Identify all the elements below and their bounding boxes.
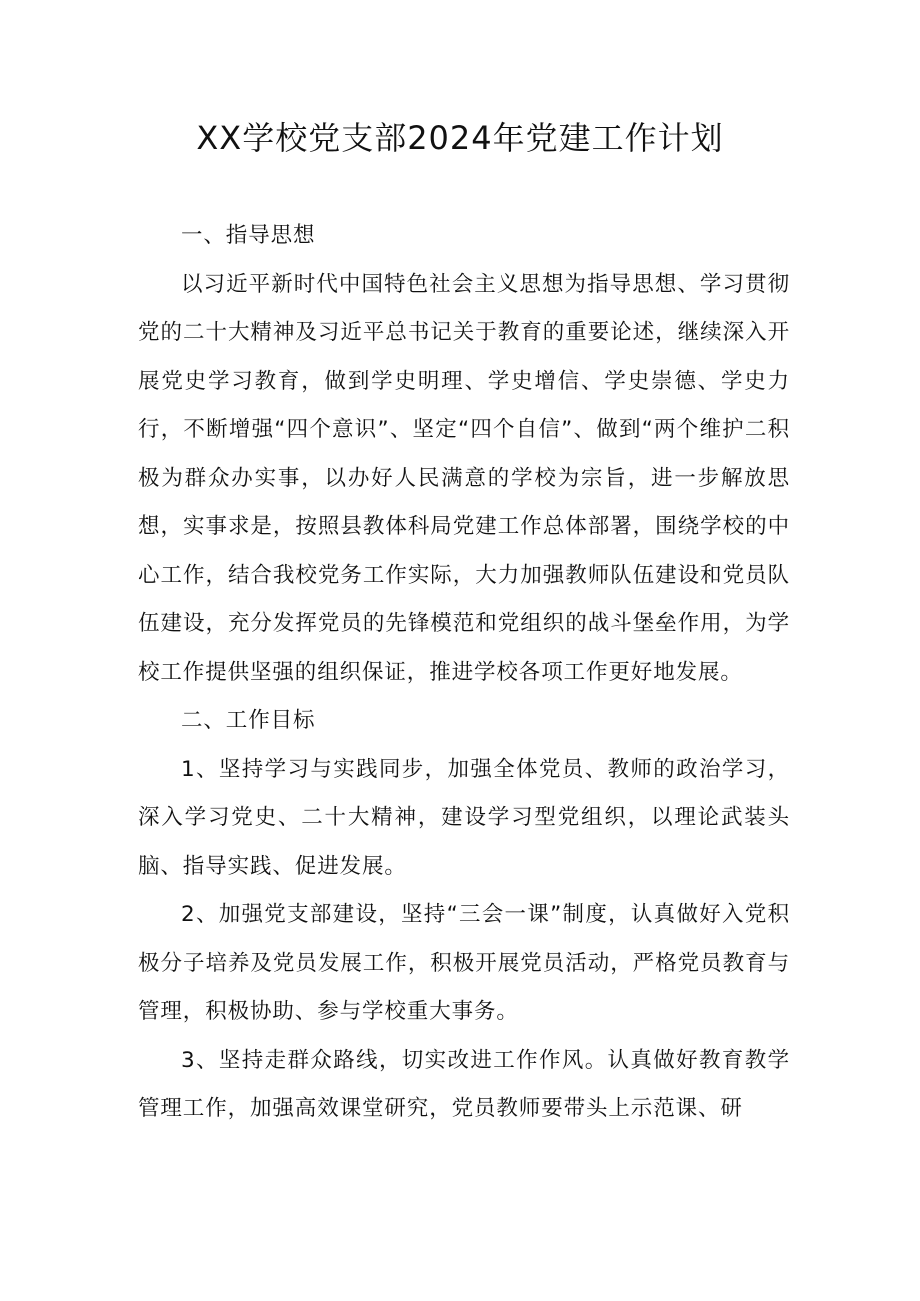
paragraph-goal-2: 2、加强党支部建设，坚持“三会一课”制度，认真做好入党积极分子培养及党员发展工作，积极开展党员活动，严格党员教育与管理，积极协助、参与学校重大事务。 [138, 902, 790, 1024]
document-body [138, 212, 790, 1134]
paragraph-goal-3: 3、坚持走群众路线，切实改进工作作风。认真做好教育教学管理工作，加强高效课堂研究，党员教师要带头上示范课、研 [138, 1047, 790, 1121]
paragraph-goal-1: 1、坚持学习与实践同步，加强全体党员、教师的政治学习，深入学习党史、二十大精神，建设学习型党组织，以理论武装头脑、指导实践、促进发展。 [138, 756, 790, 879]
paragraph-guiding-ideology: 以习近平新时代中国特色社会主义思想为指导思想、学习贯彻党的二十大精神及习近平总书记关于教育的重要论述，继续深入开展党史学习教育，做到学史明理、学史增信、学史崇德、学史力行，不断增强“四个意识”、坚定“四个自信”、做到“两个维护二积极为群众办实事，以办好人民满意的学校为宗旨，进一步解放思想，实事求是，按照县教体科局党建工作总体部署，围绕学校的中心工作，结合我校党务工作实际，大力加强教师队伍建设和党员队伍建设，充分发挥党员的先锋模范和党组织的战斗堡垒作用，为学校工作提供坚强的组织保证，推进学校各项工作更好地发展。 [138, 271, 790, 685]
document-title: XX学校党支部2024年党建工作计划 [196, 119, 724, 157]
section-heading-work-goals: 二、工作目标 [181, 708, 316, 733]
section-heading-guiding-ideology: 一、指导思想 [181, 223, 316, 248]
